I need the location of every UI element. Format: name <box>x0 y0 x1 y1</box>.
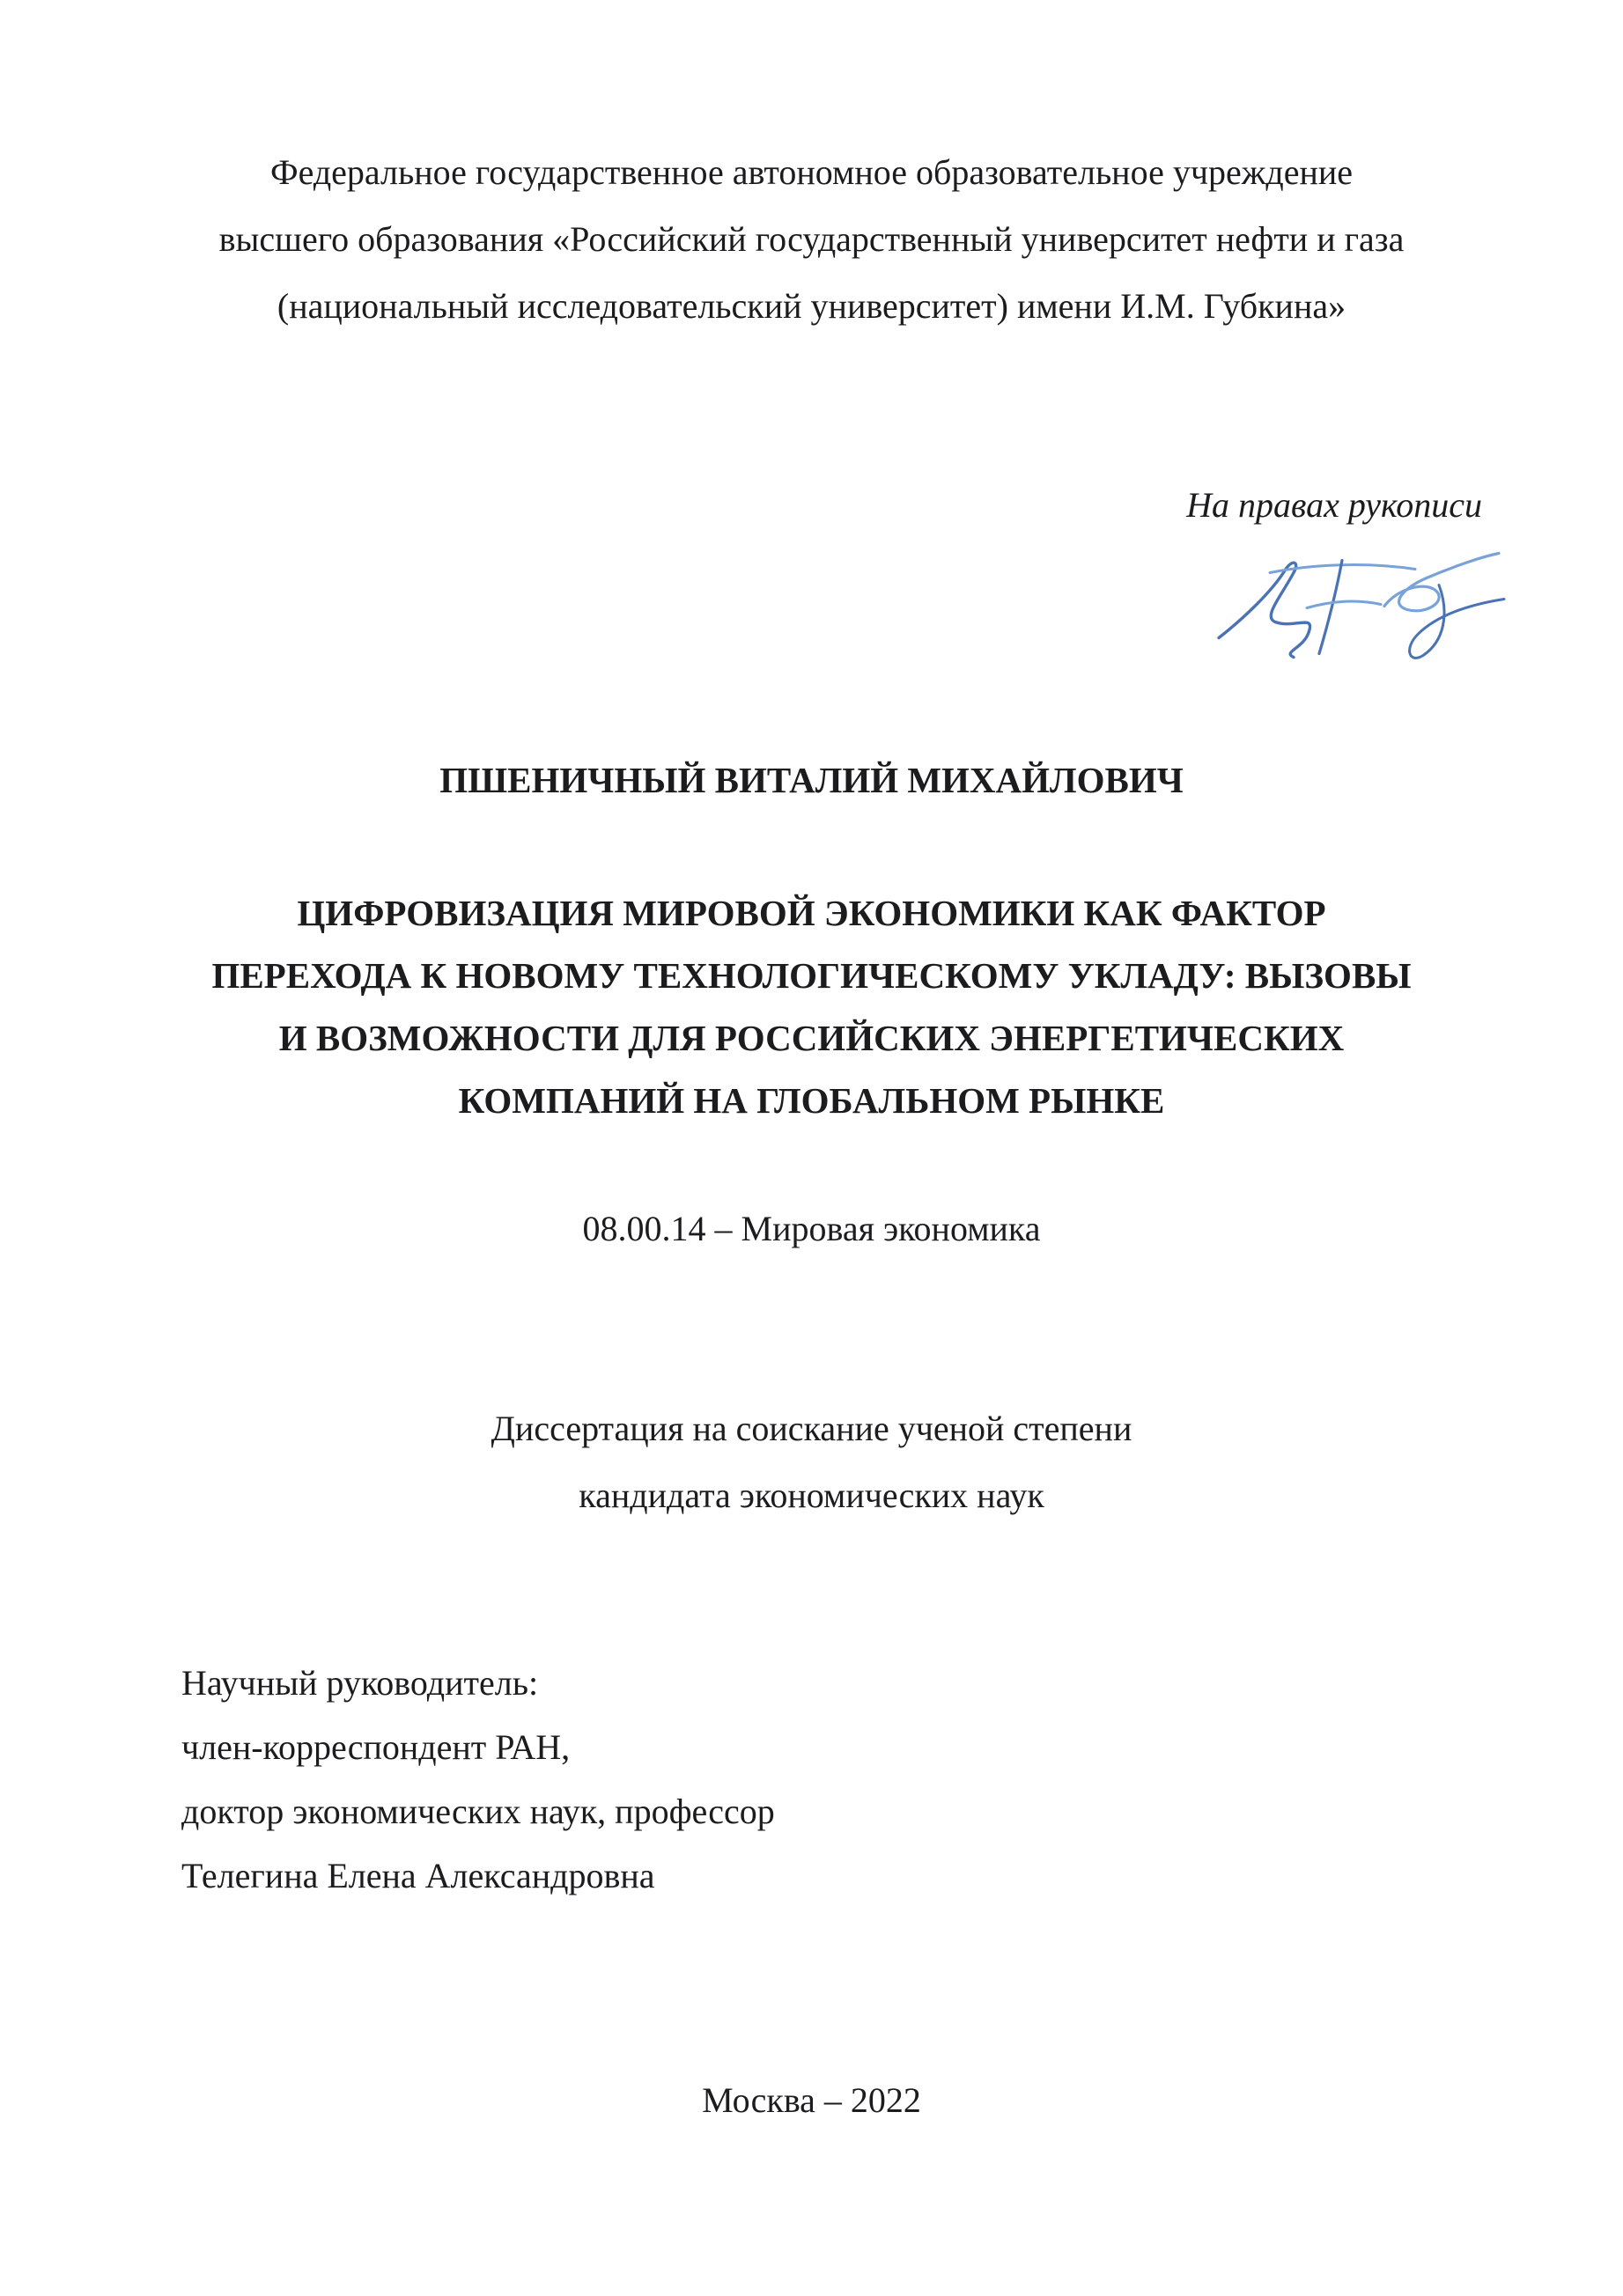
specialty-code: 08.00.14 – Мировая экономика <box>582 1209 1041 1248</box>
degree-statement <box>0 1395 1623 1529</box>
institution-header <box>0 139 1623 340</box>
supervisor-block <box>181 1651 775 1908</box>
title-line-1: ЦИФРОВИЗАЦИЯ МИРОВОЙ ЭКОНОМИКИ КАК ФАКТОР <box>297 893 1326 933</box>
title-line-2: ПЕРЕХОДА К НОВОМУ ТЕХНОЛОГИЧЕСКОМУ УКЛАДУ: ВЫЗОВЫ <box>211 955 1412 996</box>
title-line-4: КОМПАНИЙ НА ГЛОБАЛЬНОМ РЫНКЕ <box>458 1080 1165 1121</box>
supervisor-line-2: доктор экономических наук, профессор <box>181 1792 775 1831</box>
degree-line-2: кандидата экономических наук <box>579 1475 1044 1515</box>
author-name: ПШЕНИЧНЫЙ ВИТАЛИЙ МИХАЙЛОВИЧ <box>439 760 1184 800</box>
dissertation-title <box>97 882 1526 1132</box>
institution-line-3: (национальный исследовательский университет) имени И.М. Губкина» <box>277 286 1346 326</box>
supervisor-line-3: Телегина Елена Александровна <box>181 1856 655 1895</box>
supervisor-label: Научный руководитель: <box>181 1663 539 1703</box>
manuscript-rights-note: На правах рукописи <box>1186 485 1482 525</box>
title-line-3: И ВОЗМОЖНОСТИ ДЛЯ РОССИЙСКИХ ЭНЕРГЕТИЧЕСКИХ <box>278 1018 1345 1058</box>
degree-line-1: Диссертация на соискание ученой степени <box>491 1409 1132 1448</box>
institution-line-2: высшего образования «Российский государственный университет нефти и газа <box>218 219 1405 259</box>
handwritten-signature-icon <box>1208 548 1512 671</box>
institution-line-1: Федеральное государственное автономное образовательное учреждение <box>269 152 1354 192</box>
city-and-year: Москва – 2022 <box>702 2080 921 2120</box>
supervisor-line-1: член-корреспондент РАН, <box>181 1727 571 1767</box>
